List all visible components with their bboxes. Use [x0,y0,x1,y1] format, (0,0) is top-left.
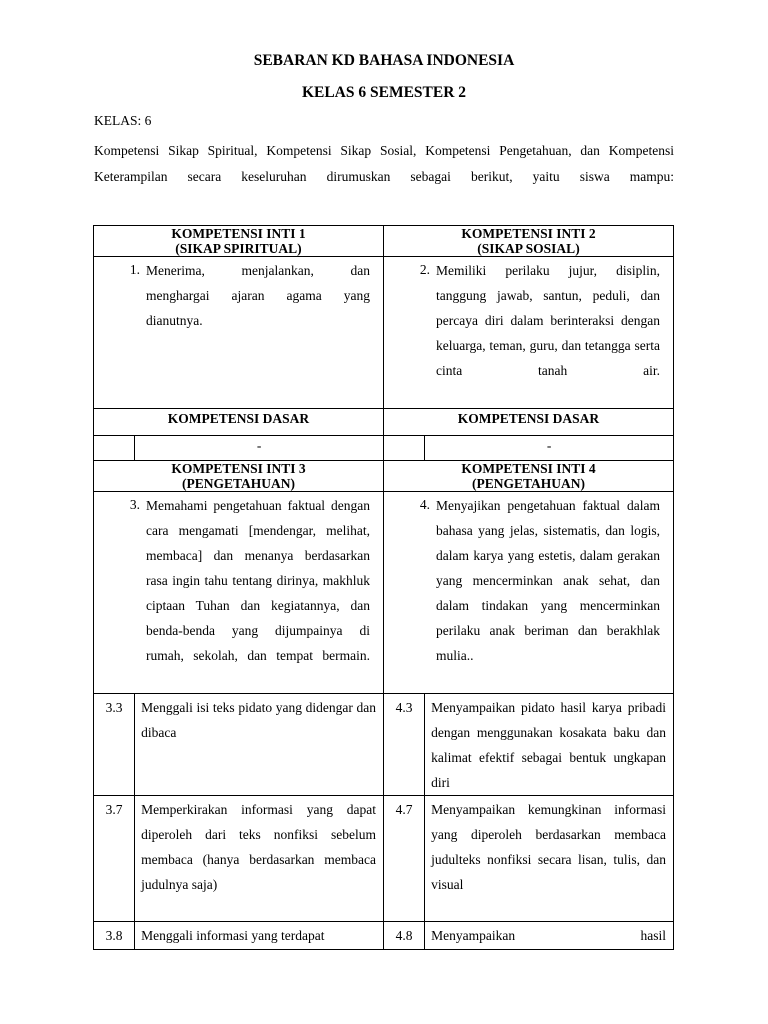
kd-number-left: 3.7 [94,796,135,922]
ki4-subtitle: (PENGETAHUAN) [471,476,585,491]
kd-header-right: KOMPETENSI DASAR [383,409,673,436]
kd-header-row [94,409,674,436]
ki2-content [383,257,673,409]
ki2-header [383,226,673,257]
ki4-number: 4. [419,497,430,512]
ki4-header [383,461,673,492]
ki2-title: KOMPETENSI INTI 2 [461,226,596,241]
kd-empty-num-right [383,436,424,461]
kd-text-right: Menyampaikan pidato hasil karya pribadi dengan menggunakan kosakata baku dan kalimat efektif sebagai bentuk ungkapan diri [425,694,674,796]
class-label: KELAS: 6 [94,113,152,128]
ki1-header [94,226,384,257]
kd-number-right: 4.8 [383,922,424,950]
competency-table [93,225,674,950]
ki2-number: 2. [419,262,430,277]
ki1-text: Menerima, menjalankan, dan menghargai ajaran agama yang dianutnya. [146,263,370,328]
document-title: SEBARAN KD BAHASA INDONESIA [253,52,515,69]
document-subtitle: KELAS 6 SEMESTER 2 [301,84,467,101]
kd-empty-text-left: - [135,436,384,461]
ki4-title: KOMPETENSI INTI 4 [461,461,596,476]
ki-header-row [94,226,674,257]
kd-empty-row [94,436,674,461]
kd-row [94,922,674,950]
kd-row [94,694,674,796]
ki4-content [383,492,673,694]
kd-empty-num-left [94,436,135,461]
ki2-text: Memiliki perilaku jujur, disiplin, tanggung jawab, santun, peduli, dan percaya diri dalam berinteraksi dengan keluarga, teman, guru, dan tetangga serta cinta tanah air. [435,263,660,378]
kd-number-right: 4.7 [383,796,424,922]
kd-empty-text-right: - [425,436,674,461]
ki3-content [94,492,384,694]
kd-header-left: KOMPETENSI DASAR [94,409,384,436]
kd-row [94,796,674,922]
kd-number-right: 4.3 [383,694,424,796]
ki-header-row-2 [94,461,674,492]
ki3-header [94,461,384,492]
kd-text-left: Menggali informasi yang terdapat [135,922,384,950]
ki1-number: 1. [129,262,140,277]
kd-text-right: Menyampaikan hasil [425,922,674,950]
kd-text-left: Memperkirakan informasi yang dapat diperoleh dari teks nonfiksi sebelum membaca (hanya berdasarkan membaca judulnya saja) [135,796,384,922]
kd-text-left: Menggali isi teks pidato yang didengar dan dibaca [135,694,384,796]
ki3-title: KOMPETENSI INTI 3 [171,461,306,476]
ki3-subtitle: (PENGETAHUAN) [181,476,295,491]
kd-number-left: 3.3 [94,694,135,796]
ki4-text: Menyajikan pengetahuan faktual dalam bahasa yang jelas, sistematis, dan logis, dalam karya yang estetis, dalam gerakan yang mencerminkan anak sehat, dan dalam tindakan yang mencerminkan perilaku anak beriman dan berakhlak mulia.. [435,498,660,663]
ki1-subtitle: (SIKAP SPIRITUAL) [175,241,302,256]
intro-paragraph: Kompetensi Sikap Spiritual, Kompetensi Sikap Sosial, Kompetensi Pengetahuan, dan Kompetensi Keterampilan secara keseluruhan dirumuskan sebagai berikut, yaitu siswa mampu: [94,143,674,184]
ki3-number: 3. [129,497,140,512]
ki1-content [94,257,384,409]
ki1-title: KOMPETENSI INTI 1 [171,226,306,241]
kd-text-right: Menyampaikan kemungkinan informasi yang diperoleh berdasarkan membaca judulteks nonfiksi secara lisan, tulis, dan visual [425,796,674,922]
ki-content-row [94,257,674,409]
ki3-text: Memahami pengetahuan faktual dengan cara mengamati [mendengar, melihat, membaca] dan menanya berdasarkan rasa ingin tahu tentang dirinya, makhluk ciptaan Tuhan dan kegiatannya, dan benda-benda yang dijumpainya di rumah, sekolah, dan tempat bermain. [146,498,370,663]
kd-number-left: 3.8 [94,922,135,950]
ki-content-row-2 [94,492,674,694]
ki2-subtitle: (SIKAP SOSIAL) [477,241,580,256]
